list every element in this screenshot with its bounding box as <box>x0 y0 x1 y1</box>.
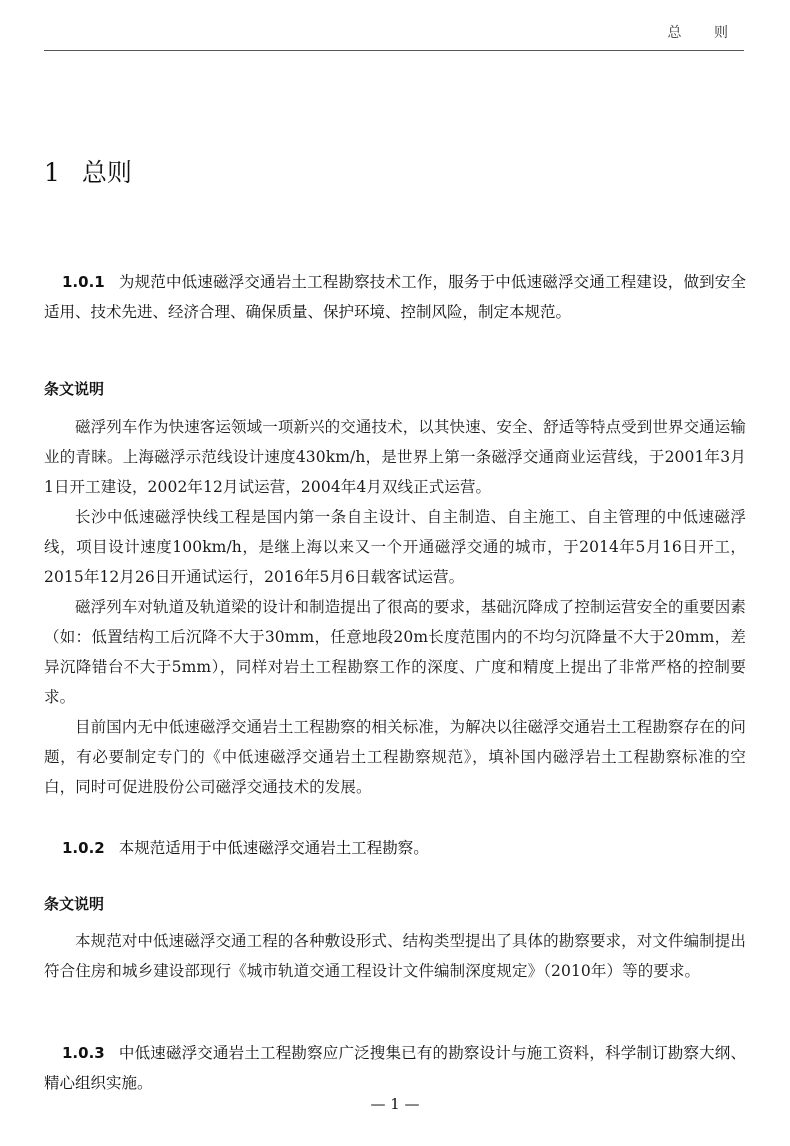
clause-1-0-2 <box>44 833 746 863</box>
running-head: 总 则 <box>667 25 742 41</box>
clause-text: 为规范中低速磁浮交通岩土工程勘察技术工作，服务于中低速磁浮交通工程建设，做到安全适用、技术先进、经济合理、确保质量、保护环境、控制风险，制定本规范。 <box>44 273 746 321</box>
page-number: — 1 — <box>370 1095 420 1113</box>
clause-number: 1.0.1 <box>62 273 105 291</box>
clause-1-0-3 <box>44 1038 746 1098</box>
chapter-title <box>44 153 132 189</box>
note-label: 条文说明 <box>44 895 105 913</box>
note-paragraph: 磁浮列车作为快速客运领域一项新兴的交通技术，以其快速、安全、舒适等特点受到世界交通运输业的青睐。上海磁浮示范线设计速度430km/h，是世界上第一条磁浮交通商业运营线，于2001年3月1日开工建设，2002年12月试运营，2004年4月双线正式运营。 <box>44 418 746 496</box>
note-paragraph: 本规范对中低速磁浮交通工程的各种敷设形式、结构类型提出了具体的勘察要求，对文件编制提出符合住房和城乡建设部现行《城市轨道交通工程设计文件编制深度规定》（2010年）等的要求。 <box>44 932 746 980</box>
note-body <box>44 412 746 802</box>
clause-text: 本规范适用于中低速磁浮交通岩土工程勘察。 <box>118 839 429 857</box>
note-paragraph: 磁浮列车对轨道及轨道梁的设计和制造提出了很高的要求，基础沉降成了控制运营安全的重要因素（如：低置结构工后沉降不大于30mm，任意地段20m长度范围内的不均匀沉降量不大于20mm，差异沉降错台不大于5mm），同样对岩土工程勘察工作的深度、广度和精度上提出了非常严格的控制要求。 <box>44 598 746 706</box>
clause-text: 中低速磁浮交通岩土工程勘察应广泛搜集已有的勘察设计与施工资料，科学制订勘察大纲、精心组织实施。 <box>44 1044 746 1092</box>
note-paragraph: 长沙中低速磁浮快线工程是国内第一条自主设计、自主制造、自主施工、自主管理的中低速磁浮线，项目设计速度100km/h，是继上海以来又一个开通磁浮交通的城市，于2014年5月16日开工，2015年12月26日开通试运行，2016年5月6日载客试运营。 <box>44 508 746 586</box>
note-paragraph: 目前国内无中低速磁浮交通岩土工程勘察的相关标准，为解决以往磁浮交通岩土工程勘察存在的问题，有必要制定专门的《中低速磁浮交通岩土工程勘察规范》，填补国内磁浮岩土工程勘察标准的空白，同时可促进股份公司磁浮交通技术的发展。 <box>44 718 746 796</box>
header-rule <box>44 50 744 51</box>
clause-number: 1.0.3 <box>62 1044 105 1062</box>
chapter-title-text: 总则 <box>81 158 132 187</box>
note-body <box>44 926 746 986</box>
note-label: 条文说明 <box>44 380 105 398</box>
clause-number: 1.0.2 <box>62 839 105 857</box>
chapter-number: 1 <box>44 158 60 187</box>
clause-1-0-1 <box>44 267 746 327</box>
